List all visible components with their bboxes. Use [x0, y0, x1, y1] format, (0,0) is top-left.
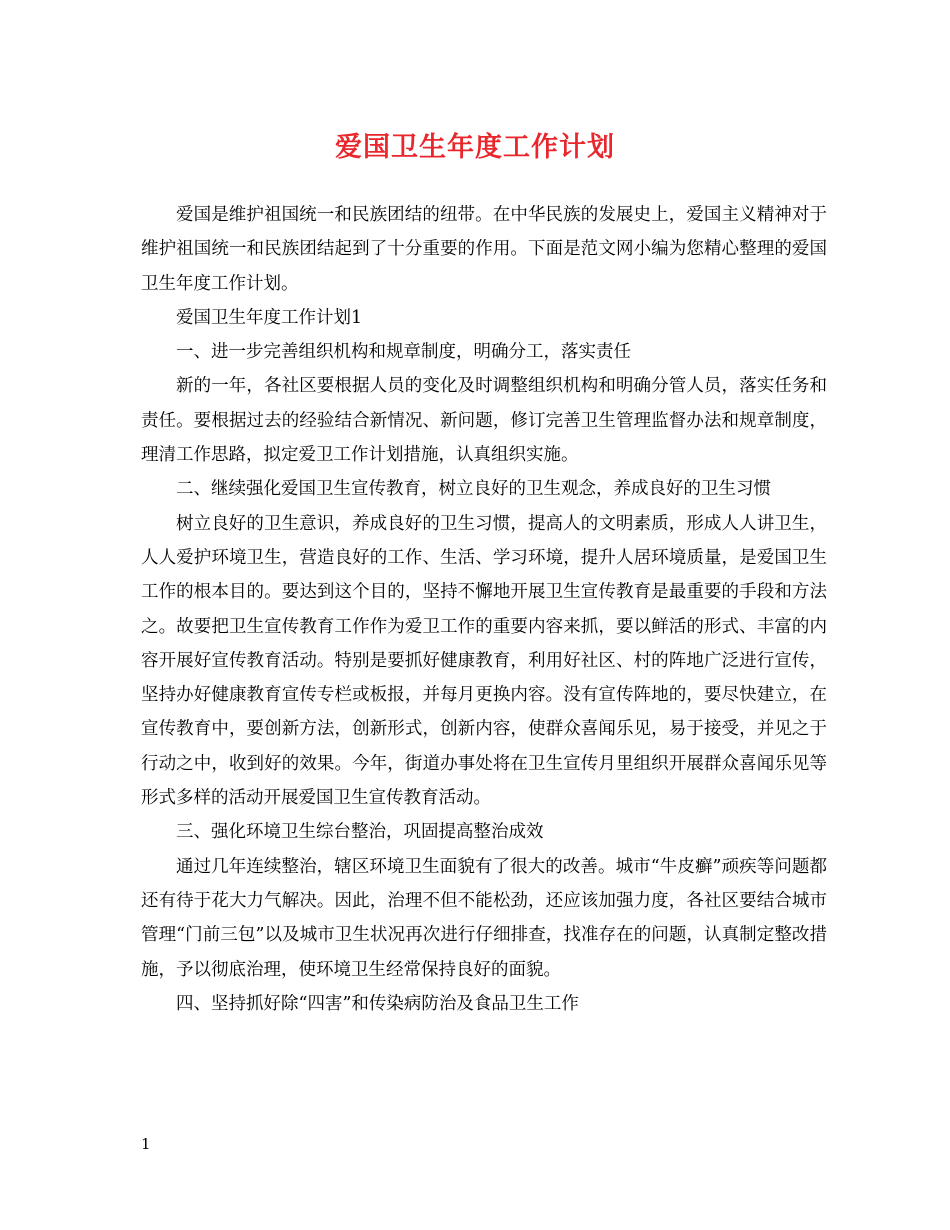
- section-paragraph-1: 新的一年，各社区要根据人员的变化及时调整组织机构和明确分管人员，落实任务和责任。要根据过去的经验结合新情况、新问题，修订完善卫生管理监督办法和规章制度，理清工作思路，拟定爱卫工作计划措施，认真组织实施。: [141, 376, 827, 466]
- section-paragraph-2: 树立良好的卫生意识，养成良好的卫生习惯，提高人的文明素质，形成人人讲卫生，人人爱护环境卫生，营造良好的工作、生活、学习环境，提升人居环境质量，是爱国卫生工作的根本目的。要达到这个目的，坚持不懈地开展卫生宣传教育是最重要的手段和方法之。故要把卫生宣传教育工作作为爱卫工作的重要内容来抓，要以鲜活的形式、丰富的内容开展好宣传教育活动。特别是要抓好健康教育，利用好社区、村的阵地广泛进行宣传，坚持办好健康教育宣传专栏或板报，并每月更换内容。没有宣传阵地的，要尽快建立，在宣传教育中，要创新方法，创新形式，创新内容，使群众喜闻乐见，易于接受，并见之于行动之中，收到好的效果。今年，街道办事处将在卫生宣传月里组织开展群众喜闻乐见等形式多样的活动开展爱国卫生宣传教育活动。: [141, 513, 827, 809]
- section-paragraph-3: 通过几年连续整治，辖区环境卫生面貌有了很大的改善。城市“牛皮癣”顽疾等问题都还有待于花大力气解决。因此，治理不但不能松劲，还应该加强力度，各社区要结合城市管理“门前三包”以及城市卫生状况再次进行仔细排查，找准存在的问题，认真制定整改措施，予以彻底治理，使环境卫生经常保持良好的面貌。: [141, 856, 827, 980]
- section-heading-4: 四、坚持抓好除“四害”和传染病防治及食品卫生工作: [176, 993, 579, 1014]
- plan-heading: 爱国卫生年度工作计划1: [176, 307, 363, 328]
- document-title: 爱国卫生年度工作计划: [335, 132, 615, 163]
- intro-paragraph: 爱国是维护祖国统一和民族团结的纽带。在中华民族的发展史上，爱国主义精神对于维护祖国统一和民族团结起到了十分重要的作用。下面是范文网小编为您精心整理的爱国卫生年度工作计划。: [141, 205, 827, 294]
- section-heading-3: 三、强化环境卫生综台整治，巩固提高整治成效: [176, 822, 544, 843]
- section-heading-2: 二、继续强化爱国卫生宣传教育，树立良好的卫生观念，养成良好的卫生习惯: [176, 479, 771, 500]
- document-body: [141, 198, 827, 1021]
- section-heading-1: 一、进一步完善组织机构和规章制度，明确分工，落实责任: [176, 342, 631, 363]
- page-number: 1: [141, 1135, 151, 1153]
